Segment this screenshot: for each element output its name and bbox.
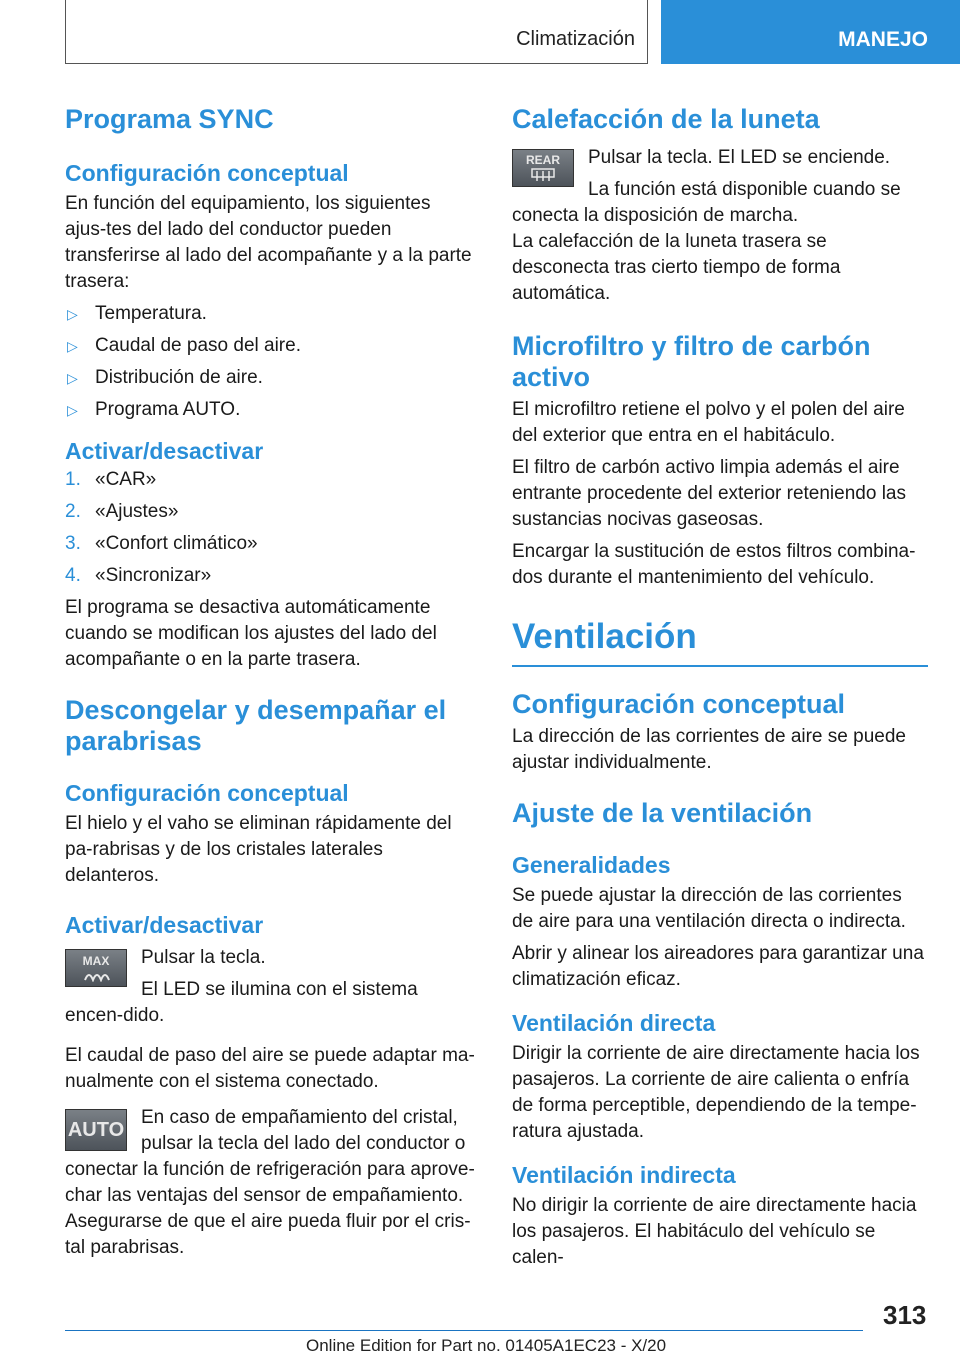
- steps-list: [65, 467, 475, 589]
- defrost-flow: El caudal de paso del aire se puede adaptar ma-nualmente con el sistema conectado.: [65, 1045, 475, 1092]
- heading-defrost: Descongelar y desempañar el parabrisas: [65, 695, 447, 756]
- general-p1: Se puede ajustar la dirección de las corrientes de aire para una ventilación directa o indirecta.: [512, 885, 906, 932]
- auto-button-row: [65, 1105, 475, 1261]
- max-defrost-icon: MAX: [65, 949, 127, 987]
- direct-text: Dirigir la corriente de aire directamente hacia los pasajeros. La corriente de aire calienta o enfría de forma perceptible, dependiendo de la tempe-ratura ajustada.: [512, 1043, 920, 1142]
- right-column: [512, 96, 928, 1271]
- heading-indirect: Ventilación indirecta: [512, 1162, 736, 1188]
- bullet-triangle-icon: ▷: [67, 402, 78, 418]
- heading-rear-window: Calefacción de la luneta: [512, 104, 820, 134]
- heading-sync-concept: Configuración conceptual: [65, 160, 349, 186]
- indirect-text: No dirigir la corriente de aire directamente hacia los pasajeros. El habitáculo del vehículo se calen-: [512, 1195, 917, 1268]
- header-section-box: [65, 0, 648, 64]
- list-item: 2. «Ajustes»: [65, 501, 179, 522]
- list-item: ▷ Programa AUTO.: [65, 397, 475, 423]
- filter-p1: El microfiltro retiene el polvo y el polen del aire del exterior que entra en el habitáculo.: [512, 399, 905, 446]
- list-item: ▷ Caudal de paso del aire.: [65, 333, 475, 359]
- rear-button-row: [512, 145, 928, 229]
- page-number: 313: [883, 1300, 927, 1330]
- auto-text: En caso de empañamiento del cristal, pulsar la tecla del lado del conductor o conectar la función de refrigeración para aprove-char las ventajas del sensor de empañamiento. Asegurarse de que el aire pueda fluir por el cris-tal parabrisas.: [65, 1107, 475, 1258]
- heading-sync: Programa SYNC: [65, 104, 274, 134]
- heading-direct: Ventilación directa: [512, 1010, 716, 1036]
- header-chapter-tab[interactable]: MANEJO: [661, 0, 960, 64]
- list-item: ▷ Temperatura.: [65, 301, 475, 327]
- filter-p2: El filtro de carbón activo limpia además el aire entrante procedente del exterior reteniendo las sustancias nocivas gaseosas.: [512, 457, 906, 530]
- heading-ventilation: Ventilación: [512, 617, 928, 667]
- auto-icon: AUTO: [65, 1109, 127, 1151]
- max-button-row: [65, 945, 475, 1029]
- rear-avail-text: La función está disponible cuando se conecta la disposición de marcha.: [512, 179, 901, 226]
- footer-edition: Online Edition for Part no. 01405A1EC23 - X/20: [306, 1336, 667, 1355]
- vent-concept-text: La dirección de las corrientes de aire se puede ajustar individualmente.: [512, 726, 906, 773]
- rear-button-text: Pulsar la tecla. El LED se enciende.: [588, 147, 891, 168]
- heading-activate: Activar/desactivar: [65, 438, 264, 464]
- rear-off-text: La calefacción de la luneta trasera se desconecta tras cierto tiempo de forma automática.: [512, 231, 841, 304]
- list-item: ▷ Distribución de aire.: [65, 365, 475, 391]
- sync-intro: En función del equipamiento, los siguientes ajus-tes del lado del conductor pueden transferirse al lado del acompañante y a la parte trasera:: [65, 193, 472, 292]
- max-led-text: El LED se ilumina con el sistema encen-dido.: [65, 979, 418, 1026]
- bullet-triangle-icon: ▷: [67, 370, 78, 386]
- list-item: 3. «Confort climático»: [65, 533, 258, 554]
- heading-vent-adjust: Ajuste de la ventilación: [512, 798, 813, 828]
- rear-defrost-icon: REAR: [512, 149, 574, 187]
- list-item: 4. «Sincronizar»: [65, 565, 212, 586]
- max-button-text: Pulsar la tecla.: [141, 947, 266, 968]
- general-p2: Abrir y alinear los aireadores para garantizar una climatización eficaz.: [512, 943, 924, 990]
- footer-divider: [65, 1330, 863, 1331]
- defrost-intro: El hielo y el vaho se eliminan rápidamente del pa-rabrisas y de los cristales laterales delanteros.: [65, 813, 452, 886]
- sync-after: El programa se desactiva automáticamente cuando se modifican los ajustes del lado del acompañante o en la parte trasera.: [65, 597, 437, 670]
- bullet-triangle-icon: ▷: [67, 306, 78, 322]
- filter-p3: Encargar la sustitución de estos filtros combina-dos durante el mantenimiento del vehículo.: [512, 541, 916, 588]
- heading-filter: Microfiltro y filtro de carbón activo: [512, 331, 871, 392]
- heading-vent-concept: Configuración conceptual: [512, 689, 846, 719]
- heading-defrost-concept: Configuración conceptual: [65, 780, 349, 806]
- list-item: 1. «CAR»: [65, 469, 157, 490]
- header-section-title: Climatización: [516, 28, 635, 50]
- left-column: [65, 96, 475, 1261]
- bullet-triangle-icon: ▷: [67, 338, 78, 354]
- sync-list: [65, 301, 475, 423]
- heading-defrost-activate: Activar/desactivar: [65, 912, 264, 938]
- heading-general: Generalidades: [512, 852, 671, 878]
